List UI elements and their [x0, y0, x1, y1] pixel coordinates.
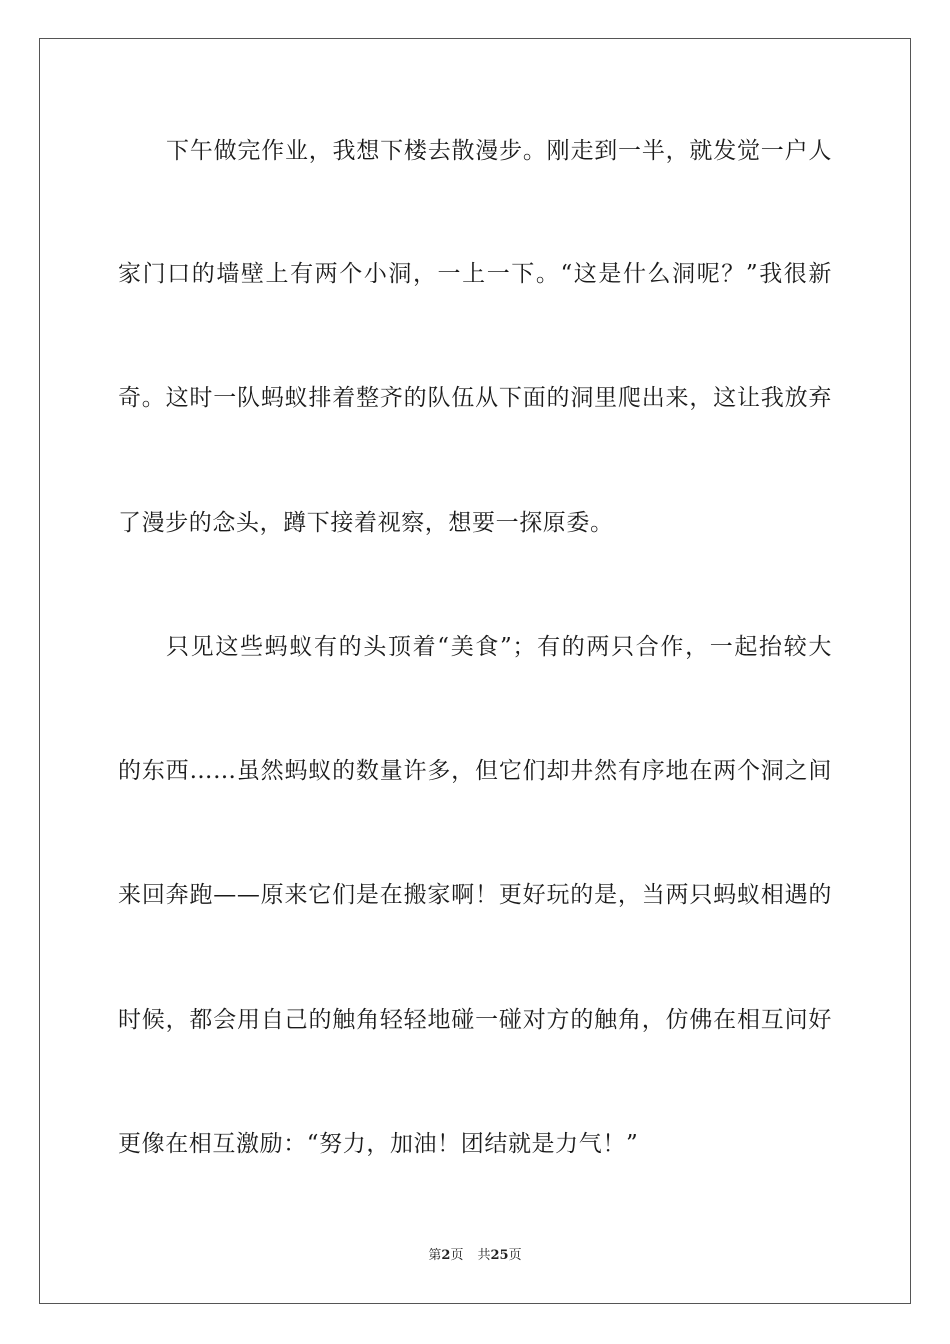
paragraph-1-line-2: 家门口的墙壁上有两个小洞，一上一下。“这是什么洞呢？”我很新 — [118, 261, 832, 287]
page-border — [39, 38, 911, 1304]
paragraph-1-line-3: 奇。这时一队蚂蚁排着整齐的队伍从下面的洞里爬出来，这让我放弃 — [118, 385, 832, 411]
page-prefix: 第 — [428, 1248, 442, 1263]
page-suffix: 页 — [450, 1248, 464, 1263]
total-prefix: 共 — [477, 1248, 491, 1263]
paragraph-2-line-3: 来回奔跑——原来它们是在搬家啊！更好玩的是，当两只蚂蚁相遇的 — [118, 882, 832, 908]
total-suffix: 页 — [508, 1248, 522, 1263]
total-pages: 25 — [490, 1248, 509, 1263]
paragraph-1-line-4: 了漫步的念头，蹲下接着视察，想要一探原委。 — [118, 510, 614, 536]
paragraph-2-line-5: 更像在相互激励：“努力，加油！团结就是力气！” — [118, 1131, 639, 1157]
paragraph-2-line-1: 只见这些蚂蚁有的头顶着“美食”；有的两只合作，一起抬较大 — [166, 634, 832, 660]
paragraph-2-line-2: 的东西……虽然蚂蚁的数量许多，但它们却井然有序地在两个洞之间 — [118, 758, 832, 784]
paragraph-1-line-1: 下午做完作业，我想下楼去散漫步。刚走到一半，就发觉一户人 — [166, 138, 832, 164]
page-footer — [0, 1246, 950, 1266]
page-number: 2 — [441, 1248, 451, 1263]
paragraph-2-line-4: 时候，都会用自己的触角轻轻地碰一碰对方的触角，仿佛在相互问好 — [118, 1007, 832, 1033]
